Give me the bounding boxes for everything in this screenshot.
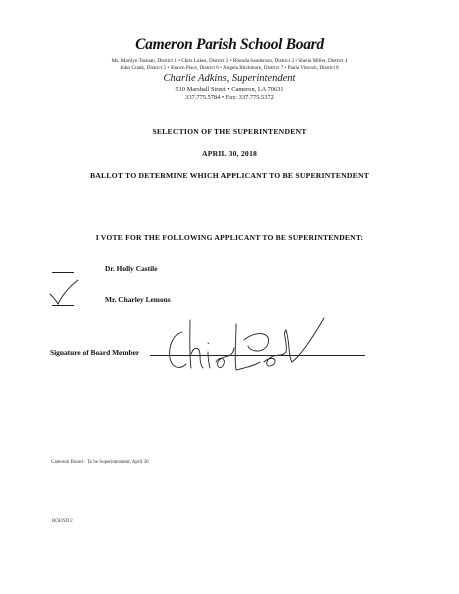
letterhead-title: Cameron Parish School Board bbox=[135, 36, 324, 53]
address-line: 510 Marshall Street • Cameron, LA 70631 bbox=[175, 86, 284, 93]
superintendent-name: Charlie Adkins, Superintendent bbox=[163, 73, 296, 84]
candidate-1-name: Dr. Holly Castile bbox=[105, 264, 158, 273]
signature-label: Signature of Board Member bbox=[50, 348, 140, 357]
candidate-1-vote-line bbox=[52, 272, 74, 273]
round-label: ROUND 2 bbox=[52, 519, 73, 524]
board-members-line-1: Ms. Marilyn Tasman, District 1 • Chris Lukes, District 2 • Rhonda Sanderson, District 3 • Sheila Miller, District 4 bbox=[111, 58, 348, 64]
candidate-2-vote-line bbox=[52, 305, 74, 306]
phone-fax-line: 337.775.5784 • Fax: 337.775.5372 bbox=[185, 94, 274, 101]
footer-note: Cameron Board - To be Superintendent, April 30 bbox=[51, 460, 149, 465]
checkmark-icon bbox=[46, 278, 80, 306]
selection-heading: SELECTION OF THE SUPERINTENDENT bbox=[152, 127, 307, 136]
handwritten-signature bbox=[160, 312, 330, 384]
date-heading: APRIL 30, 2018 bbox=[201, 149, 258, 158]
candidate-2-name: Mr. Charley Lemons bbox=[105, 295, 171, 304]
board-members-line-2: John Crank, District 5 • Shawn Pisce, District 6 • Angela Bitchmore, District 7 • Paula Vierock, District 8 bbox=[120, 65, 339, 71]
ballot-heading: BALLOT TO DETERMINE WHICH APPLICANT TO BE SUPERINTENDENT bbox=[89, 171, 370, 180]
vote-prompt-heading: I VOTE FOR THE FOLLOWING APPLICANT TO BE SUPERINTENDENT: bbox=[95, 233, 364, 242]
